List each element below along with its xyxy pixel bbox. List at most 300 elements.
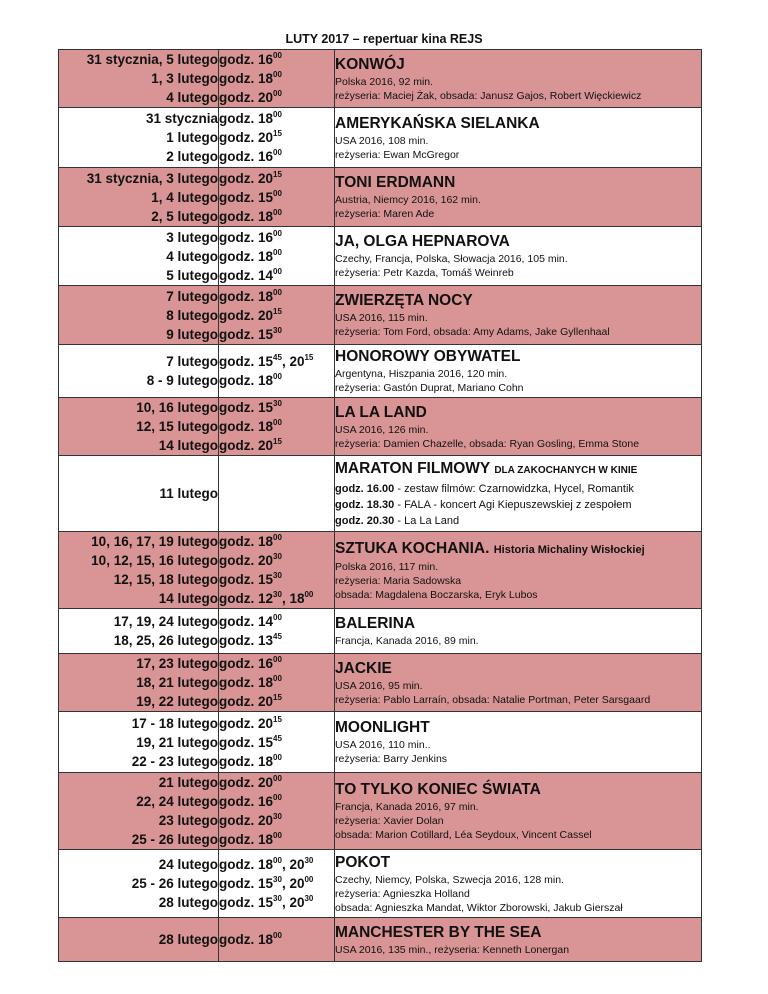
time-prefix: godz.	[219, 208, 258, 224]
time-prefix: godz.	[219, 734, 258, 750]
film-row	[59, 609, 702, 654]
time-minutes: 15	[273, 169, 282, 179]
showing-time	[219, 128, 334, 147]
showing-dates-cell	[59, 345, 219, 398]
showing-date: 28 lutego	[158, 932, 218, 947]
time-minutes: 00	[273, 793, 282, 802]
film-row	[59, 773, 702, 850]
film-details: Austria, Niemcy 2016, 162 min.	[335, 194, 481, 206]
time-hour: 18	[258, 71, 274, 86]
showing-date: 22, 24 lutego	[136, 794, 218, 809]
showing-date: 24 lutego	[158, 857, 218, 872]
showing-times-cell	[219, 227, 335, 286]
showing-times-cell	[219, 918, 335, 962]
film-details: USA 2016, 110 min..	[335, 739, 431, 751]
showing-time	[219, 109, 334, 128]
time-hour: 16	[258, 149, 274, 164]
showing-time	[219, 654, 334, 673]
time-hour: 16	[258, 656, 274, 671]
showing-time	[219, 752, 334, 771]
film-row	[59, 456, 702, 532]
time-hour: 18	[258, 208, 274, 224]
showing-date: 28 lutego	[158, 895, 218, 910]
showing-date: 10, 16 lutego	[136, 400, 218, 415]
time-prefix: godz.	[219, 149, 258, 164]
time-hour: 20	[258, 553, 274, 568]
time-prefix: godz.	[219, 288, 258, 304]
showing-dates-cell	[59, 227, 219, 286]
film-title	[335, 718, 701, 738]
time-prefix: godz.	[219, 354, 258, 369]
time-prefix: godz.	[219, 876, 258, 891]
film-title-text: AMERYKAŃSKA SIELANKA	[335, 114, 540, 132]
showing-date: 4 lutego	[166, 248, 218, 264]
time-minutes: 00	[273, 228, 282, 238]
film-info-cell	[335, 227, 702, 286]
time-hour: 14	[258, 267, 274, 283]
film-details: USA 2016, 108 min.	[335, 134, 429, 147]
program-item	[335, 497, 701, 513]
showing-time	[219, 811, 334, 830]
showing-date: 19, 21 lutego	[136, 734, 218, 750]
time-prefix: godz.	[219, 591, 258, 606]
time-hour: 18	[258, 248, 274, 264]
time-prefix: godz.	[219, 614, 258, 629]
showing-date: 31 stycznia, 3 lutego	[86, 170, 218, 186]
time-minutes: 00	[273, 655, 282, 664]
film-title	[335, 539, 701, 560]
showing-time	[219, 773, 334, 792]
time-minutes: 00	[273, 51, 282, 60]
time-prefix: godz.	[219, 813, 258, 828]
program-item	[335, 481, 701, 497]
showing-date: 1, 4 lutego	[151, 189, 218, 205]
film-details: reżyseria: Tom Ford, obsada: Amy Adams, Jake Gyllenhaal	[335, 326, 610, 338]
film-title-text: ZWIERZĘTA NOCY	[335, 292, 473, 309]
showing-times-cell	[219, 609, 335, 654]
time-hour: 20	[258, 775, 274, 790]
film-details: USA 2016, 95 min.	[335, 679, 423, 692]
time-minutes: 15	[304, 353, 314, 362]
time-hour: 18	[258, 857, 274, 872]
program-time: godz. 20.30	[335, 514, 395, 527]
film-row	[59, 712, 702, 773]
showing-date: 17, 23 lutego	[136, 656, 218, 671]
film-details: reżyseria: Damien Chazelle, obsada: Ryan Gosling, Emma Stone	[335, 437, 640, 450]
time-hour: 16	[258, 229, 274, 245]
showing-time	[219, 306, 334, 325]
time-prefix: godz.	[219, 715, 258, 731]
film-details: reżyseria: Xavier Dolan	[335, 815, 444, 827]
film-title	[335, 614, 701, 634]
showing-times-cell	[219, 168, 335, 227]
film-title-text: MANCHESTER BY THE SEA	[335, 923, 542, 941]
showing-dates-cell	[59, 609, 219, 654]
page-title: LUTY 2017 – repertuar kina REJS	[285, 32, 483, 46]
showing-time	[219, 88, 334, 107]
showing-dates-cell	[59, 108, 219, 168]
film-details: obsada: Magdalena Boczarska, Eryk Lubos	[335, 588, 538, 601]
time-hour: 20	[258, 130, 274, 145]
showing-time	[219, 733, 334, 752]
time-minutes: 30	[273, 552, 282, 561]
time-prefix: godz.	[219, 857, 258, 872]
time-hour: 20	[258, 90, 274, 105]
time-prefix: godz.	[219, 229, 258, 245]
time-minutes: 30	[273, 812, 282, 821]
time-prefix: godz.	[219, 90, 258, 105]
time-hour: 18	[258, 288, 274, 304]
showing-times-cell	[219, 532, 335, 609]
showing-times-cell	[219, 50, 335, 108]
time-hour: 18	[289, 591, 305, 606]
time-prefix: godz.	[219, 111, 258, 126]
showing-time	[219, 207, 334, 226]
film-row	[59, 398, 702, 456]
film-row	[59, 654, 702, 712]
time-prefix: godz.	[219, 189, 258, 205]
showing-time	[219, 714, 334, 733]
film-title-text: SZTUKA KOCHANIA.	[335, 539, 490, 557]
time-minutes: 30	[273, 875, 282, 884]
film-details: Argentyna, Hiszpania 2016, 120 min.	[335, 368, 508, 380]
film-details: Francja, Kanada 2016, 97 min.	[335, 801, 479, 813]
film-title	[335, 232, 701, 252]
time-separator: ,	[281, 591, 290, 606]
film-info-cell	[335, 850, 702, 918]
film-details: Czechy, Niemcy, Polska, Szwecja 2016, 128 min.	[335, 873, 564, 886]
film-subtitle: DLA ZAKOCHANYCH W KINIE	[494, 464, 638, 476]
film-subtitle: Historia Michaliny Wisłockiej	[493, 543, 645, 556]
film-details: Polska 2016, 92 min.	[335, 75, 434, 88]
showing-time	[219, 169, 334, 188]
showing-time	[219, 631, 334, 650]
time-minutes: 00	[273, 418, 282, 427]
film-title	[335, 114, 701, 134]
showing-time	[219, 228, 334, 247]
showing-dates-cell	[59, 773, 219, 850]
film-details: reżyseria: Maren Ade	[335, 208, 435, 220]
program-text: - zestaw filmów: Czarnowidzka, Hycel, Romantik	[394, 482, 634, 495]
time-minutes: 15	[273, 714, 282, 724]
time-hour: 20	[289, 876, 305, 891]
program-item	[335, 513, 701, 529]
showing-date: 12, 15, 18 lutego	[113, 572, 218, 587]
time-prefix: godz.	[219, 675, 258, 690]
showing-date: 5 lutego	[166, 267, 218, 283]
time-minutes: 00	[273, 148, 282, 157]
time-minutes: 00	[273, 247, 282, 257]
showing-dates-cell	[59, 168, 219, 227]
time-hour: 15	[258, 895, 274, 910]
time-hour: 15	[258, 354, 274, 369]
film-info-cell	[335, 609, 702, 654]
time-hour: 15	[258, 400, 274, 415]
film-info-cell	[335, 168, 702, 227]
film-row	[59, 286, 702, 345]
showing-time	[219, 930, 334, 949]
time-minutes: 30	[304, 856, 314, 865]
film-title-text: KONWÓJ	[335, 55, 405, 73]
time-hour: 15	[258, 572, 274, 587]
time-hour: 12	[258, 591, 274, 606]
time-prefix: godz.	[219, 753, 258, 769]
showing-date: 11 lutego	[159, 486, 218, 501]
showing-times-cell	[219, 654, 335, 712]
time-prefix: godz.	[219, 656, 258, 671]
time-minutes: 00	[273, 613, 282, 622]
showing-date: 17, 19, 24 lutego	[113, 614, 218, 629]
film-info-cell	[335, 50, 702, 108]
showing-time	[219, 570, 334, 589]
showing-date: 9 lutego	[166, 326, 218, 342]
film-title	[335, 291, 701, 311]
showing-times-cell	[219, 850, 335, 918]
film-title-text: POKOT	[335, 853, 391, 871]
time-prefix: godz.	[219, 326, 258, 342]
showing-date: 10, 12, 15, 16 lutego	[91, 553, 218, 568]
time-prefix: godz.	[219, 534, 258, 549]
showing-date: 14 lutego	[158, 591, 218, 606]
time-hour: 18	[258, 675, 274, 690]
film-details: Polska 2016, 117 min.	[335, 560, 439, 573]
time-prefix: godz.	[219, 71, 258, 86]
time-hour: 18	[258, 419, 274, 434]
showing-dates-cell	[59, 398, 219, 456]
showing-time	[219, 371, 334, 390]
showing-date: 8 lutego	[166, 307, 218, 323]
program-time: godz. 18.30	[335, 498, 395, 511]
film-row	[59, 918, 702, 962]
film-details: reżyseria: Agnieszka Holland	[335, 887, 470, 900]
showing-dates-cell	[59, 286, 219, 345]
time-hour: 18	[258, 373, 274, 388]
film-info-cell	[335, 108, 702, 168]
film-info-cell	[335, 286, 702, 345]
showing-date: 21 lutego	[158, 775, 218, 790]
showing-date: 25 - 26 lutego	[131, 876, 218, 891]
showing-time	[219, 325, 334, 344]
film-details: USA 2016, 126 min.	[335, 423, 429, 436]
film-details: reżyseria: Gastón Duprat, Mariano Cohn	[335, 382, 524, 394]
time-minutes: 45	[273, 733, 282, 743]
showing-time	[219, 532, 334, 551]
showing-date: 3 lutego	[166, 229, 218, 245]
time-hour: 20	[258, 715, 274, 731]
time-separator: ,	[281, 857, 290, 872]
film-title	[335, 173, 701, 193]
time-prefix: godz.	[219, 248, 258, 264]
time-minutes: 30	[304, 894, 314, 903]
film-title	[335, 659, 701, 679]
film-title	[335, 853, 701, 873]
showing-dates-cell	[59, 532, 219, 609]
time-prefix: godz.	[219, 170, 258, 186]
time-minutes: 00	[273, 752, 282, 762]
time-prefix: godz.	[219, 832, 258, 847]
time-minutes: 30	[273, 571, 282, 580]
time-hour: 20	[258, 438, 274, 453]
film-title-text: LA LA LAND	[335, 403, 427, 421]
showing-time	[219, 69, 334, 88]
showing-date: 2 lutego	[166, 149, 218, 164]
showing-time	[219, 792, 334, 811]
time-hour: 20	[289, 895, 305, 910]
showing-times-cell	[219, 108, 335, 168]
program-text: - FALA - koncert Agi Kiepuszewskiej z zespołem	[394, 498, 632, 511]
time-minutes: 00	[273, 831, 282, 840]
showing-times-cell	[219, 345, 335, 398]
showing-date: 10, 16, 17, 19 lutego	[91, 534, 218, 549]
film-info-cell	[335, 773, 702, 850]
time-minutes: 15	[273, 437, 282, 446]
time-minutes: 00	[273, 188, 282, 198]
time-hour: 15	[258, 876, 274, 891]
film-details: obsada: Agnieszka Mandat, Wiktor Zborowski, Jakub Gierszał	[335, 901, 623, 914]
showing-dates-cell	[59, 50, 219, 108]
film-title	[335, 780, 701, 800]
time-hour: 20	[289, 857, 305, 872]
showing-dates-cell	[59, 654, 219, 712]
film-info-cell	[335, 918, 702, 962]
film-info-cell	[335, 398, 702, 456]
time-minutes: 00	[273, 931, 282, 940]
showing-time	[219, 589, 334, 608]
showing-time	[219, 247, 334, 266]
showing-date: 1, 3 lutego	[151, 71, 218, 86]
film-title-text: BALERINA	[335, 615, 416, 632]
time-hour: 18	[258, 832, 274, 847]
film-info-cell	[335, 345, 702, 398]
film-info-cell	[335, 654, 702, 712]
time-prefix: godz.	[219, 633, 258, 648]
schedule-table	[58, 49, 702, 962]
time-minutes: 15	[273, 306, 282, 316]
film-title-text: HONOROWY OBYWATEL	[335, 348, 521, 365]
time-separator: ,	[281, 354, 290, 369]
showing-date: 18, 25, 26 lutego	[113, 633, 218, 648]
film-row	[59, 227, 702, 286]
showing-date: 1 lutego	[166, 130, 218, 145]
time-prefix: godz.	[219, 694, 258, 709]
showing-dates-cell	[59, 850, 219, 918]
film-row	[59, 168, 702, 227]
showing-times-cell	[219, 456, 335, 532]
time-prefix: godz.	[219, 267, 258, 283]
time-minutes: 30	[273, 325, 282, 335]
time-prefix: godz.	[219, 553, 258, 568]
film-details: reżyseria: Ewan McGregor	[335, 148, 460, 161]
film-title-text: MARATON FILMOWY	[335, 459, 490, 477]
program-time: godz. 16.00	[335, 482, 395, 495]
film-row	[59, 108, 702, 168]
showing-time	[219, 855, 334, 874]
time-hour: 18	[258, 111, 274, 126]
film-details: reżyseria: Maciej Żak, obsada: Janusz Gajos, Robert Więckiewicz	[335, 89, 642, 102]
time-hour: 15	[258, 189, 274, 205]
time-minutes: 00	[273, 674, 282, 683]
film-title-text: TO TYLKO KONIEC ŚWIATA	[335, 781, 541, 798]
showing-time	[219, 673, 334, 692]
film-details: reżyseria: Maria Sadowska	[335, 574, 462, 587]
showing-date: 19, 22 lutego	[136, 694, 218, 709]
time-hour: 13	[258, 633, 274, 648]
showing-date: 31 stycznia, 5 lutego	[86, 52, 218, 67]
showing-time	[219, 188, 334, 207]
showing-time	[219, 352, 334, 371]
time-minutes: 00	[273, 266, 282, 276]
showing-times-cell	[219, 286, 335, 345]
showing-time	[219, 692, 334, 711]
time-minutes: 30	[273, 399, 282, 408]
time-minutes: 00	[304, 590, 314, 599]
showing-times-cell	[219, 773, 335, 850]
film-info-cell	[335, 456, 702, 532]
time-hour: 15	[258, 326, 274, 342]
time-hour: 20	[289, 354, 305, 369]
showing-date: 22 - 23 lutego	[131, 753, 218, 769]
time-hour: 18	[258, 753, 274, 769]
time-minutes: 00	[273, 774, 282, 783]
showing-time	[219, 147, 334, 166]
showing-date: 4 lutego	[166, 90, 218, 105]
time-minutes: 45	[273, 353, 282, 362]
film-details: reżyseria: Petr Kazda, Tomáš Weinreb	[335, 267, 514, 279]
film-details: Francja, Kanada 2016, 89 min.	[335, 635, 479, 647]
time-minutes: 00	[273, 89, 282, 98]
time-minutes: 00	[273, 110, 282, 119]
time-minutes: 15	[273, 693, 282, 702]
film-title	[335, 347, 701, 367]
time-prefix: godz.	[219, 373, 258, 388]
time-hour: 15	[258, 734, 274, 750]
film-title-text: TONI ERDMANN	[335, 174, 456, 191]
time-hour: 20	[258, 813, 274, 828]
showing-date: 14 lutego	[158, 438, 218, 453]
showing-times-cell	[219, 398, 335, 456]
time-hour: 18	[258, 534, 274, 549]
showing-date: 2, 5 lutego	[151, 208, 218, 224]
film-details: obsada: Marion Cotillard, Léa Seydoux, Vincent Cassel	[335, 829, 592, 841]
film-details: reżyseria: Pablo Larraín, obsada: Natalie Portman, Peter Sarsgaard	[335, 693, 651, 706]
film-details: Czechy, Francja, Polska, Słowacja 2016, 105 min.	[335, 253, 568, 265]
showing-date: 17 - 18 lutego	[131, 715, 218, 731]
time-minutes: 15	[273, 129, 282, 138]
time-minutes: 00	[273, 372, 282, 381]
showing-times-cell	[219, 712, 335, 773]
showing-time	[219, 830, 334, 849]
showing-date: 25 - 26 lutego	[131, 832, 218, 847]
showing-time	[219, 612, 334, 631]
showing-date: 12, 15 lutego	[136, 419, 218, 434]
time-hour: 16	[258, 52, 274, 67]
showing-time	[219, 551, 334, 570]
time-minutes: 00	[304, 875, 314, 884]
film-details: USA 2016, 115 min.	[335, 312, 428, 324]
showing-time	[219, 417, 334, 436]
time-prefix: godz.	[219, 307, 258, 323]
time-hour: 20	[258, 307, 274, 323]
time-separator: ,	[281, 895, 290, 910]
time-hour: 16	[258, 794, 274, 809]
time-separator: ,	[281, 876, 290, 891]
time-prefix: godz.	[219, 895, 258, 910]
showing-dates-cell	[59, 712, 219, 773]
film-details: reżyseria: Barry Jenkins	[335, 753, 448, 765]
film-title	[335, 923, 701, 943]
film-row	[59, 345, 702, 398]
showing-date: 18, 21 lutego	[136, 675, 218, 690]
